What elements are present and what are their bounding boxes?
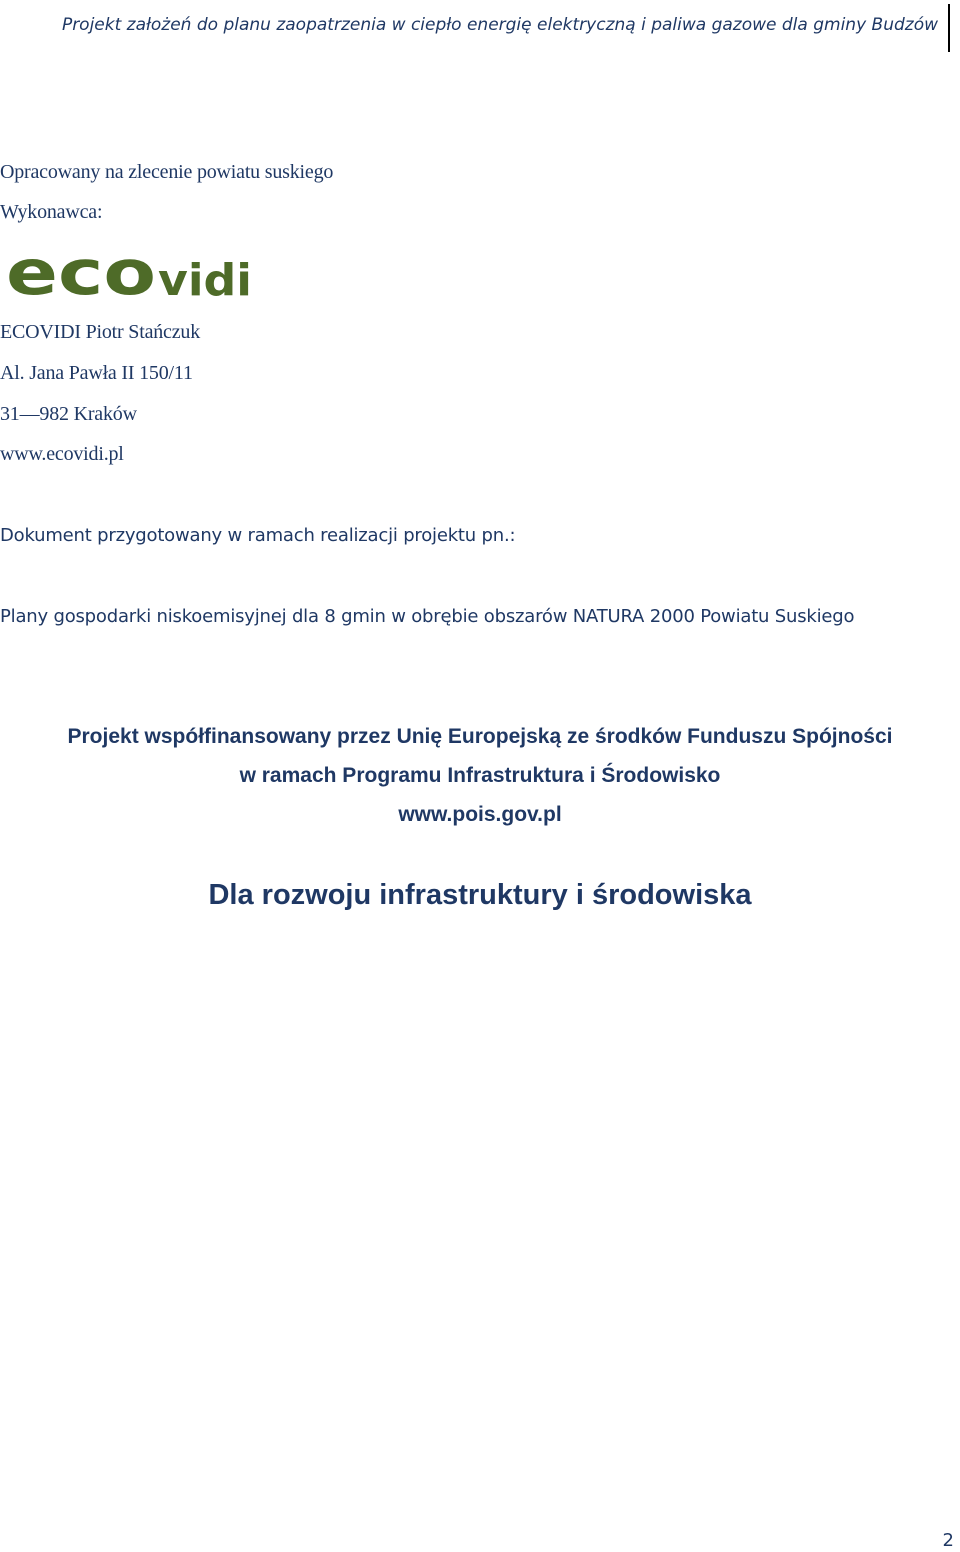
project-intro: Dokument przygotowany w ramach realizacji projektu pn.:	[0, 525, 516, 546]
contractor-name: ECOVIDI Piotr Stańczuk	[0, 321, 201, 343]
funding-website[interactable]: www.pois.gov.pl	[398, 803, 562, 826]
funding-slogan: Dla rozwoju infrastruktury i środowiska	[208, 879, 752, 911]
svg-text:eco: eco	[6, 248, 156, 300]
contractor-label: Wykonawca:	[0, 201, 103, 223]
header-divider	[948, 4, 950, 52]
contractor-city: 31—982 Kraków	[0, 403, 137, 425]
contractor-website[interactable]: www.ecovidi.pl	[0, 443, 124, 465]
project-name: Plany gospodarki niskoemisyjnej dla 8 gmin w obrębie obszarów NATURA 2000 Powiatu Suskiego	[0, 606, 855, 627]
ecovidi-logo-icon	[6, 248, 256, 300]
page-number: 2	[942, 1530, 954, 1551]
svg-text:vidi: vidi	[158, 255, 252, 300]
commission-text: Opracowany na zlecenie powiatu suskiego	[0, 161, 334, 183]
contractor-street: Al. Jana Pawła II 150/11	[0, 362, 193, 384]
ecovidi-logo	[6, 248, 256, 305]
page-header	[0, 0, 960, 52]
funding-line-2: w ramach Programu Infrastruktura i Środowisko	[239, 764, 721, 787]
header-title: Projekt założeń do planu zaopatrzenia w ciepło energię elektryczną i paliwa gazowe dla gminy Budzów	[61, 15, 938, 35]
funding-line-1: Projekt współfinansowany przez Unię Europejską ze środków Funduszu Spójności	[67, 725, 893, 748]
